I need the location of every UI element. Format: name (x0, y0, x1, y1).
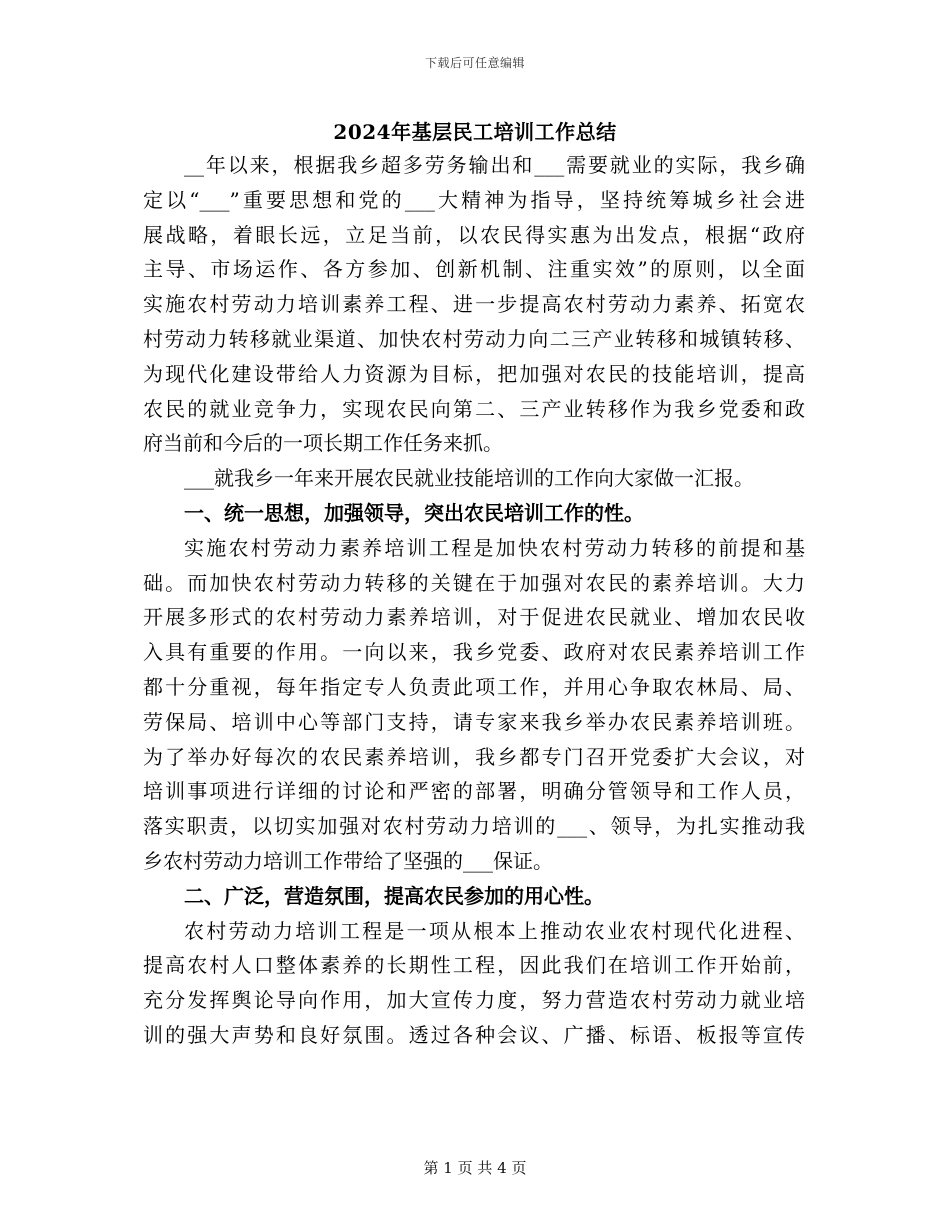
paragraph-3 (143, 531, 805, 879)
text-line: ___就我乡一年来开展农民就业技能培训的工作向大家做一汇报。 (184, 466, 754, 491)
download-note: 下载后可任意编辑 (424, 56, 525, 70)
text-line: 为现代化建设带给人力资源为目标，把加强对农民的技能培训，提高 (143, 361, 805, 386)
text-line: 农民的就业竞争力，实现农民向第二、三产业转移作为我乡党委和政 (143, 396, 805, 421)
text-line: 落实职责，以切实加强对农村劳动力培训的___、领导，为扎实推动我 (143, 814, 805, 839)
text-line: 农村劳动力培训工程是一项从根本上推动农业农村现代化进程、 (184, 918, 805, 943)
page-title: 2024年基层民工培训工作总结 (333, 120, 617, 144)
text-line: 劳保局、培训中心等部门支持，请专家来我乡举办农民素养培训班。 (143, 709, 805, 734)
section-heading-1: 一、统一思想，加强领导，突出农民培训工作的性。 (184, 500, 644, 525)
text-line: 都十分重视，每年指定专人负责此项工作，并用心争取农林局、局、 (143, 674, 805, 699)
text-line: 充分发挥舆论导向作用，加大宣传力度，努力营造农村劳动力就业培 (143, 988, 805, 1013)
text-line: 提高农村人口整体素养的长期性工程，因此我们在培训工作开始前， (143, 953, 805, 978)
text-line: 为了举办好每次的农民素养培训，我乡都专门召开党委扩大会议，对 (143, 744, 805, 769)
text-line: 培训事项进行详细的讨论和严密的部署，明确分管领导和工作人员， (143, 779, 805, 804)
text-line: 实施农村劳动力培训素养工程、进一步提高农村劳动力素养、拓宽农 (143, 292, 805, 317)
text-line: 定以“___”重要思想和党的___大精神为指导，坚持统筹城乡社会进 (143, 187, 805, 212)
paragraph-2 (143, 461, 805, 496)
text-line: 础。而加快农村劳动力转移的关键在于加强对农民的素养培训。大力 (143, 570, 805, 595)
paragraph-4 (143, 914, 805, 1053)
text-line: __年以来，根据我乡超多劳务输出和___需要就业的实际，我乡确 (184, 153, 805, 177)
text-line: 实施农村劳动力素养培训工程是加快农村劳动力转移的前提和基 (184, 535, 805, 560)
text-line: 乡农村劳动力培训工作带给了坚强的___保证。 (143, 848, 553, 873)
text-line: 村劳动力转移就业渠道、加快农村劳动力向二三产业转移和城镇转移、 (143, 326, 805, 351)
text-line: 训的强大声势和良好氛围。透过各种会议、广播、标语、板报等宣传 (143, 1022, 805, 1047)
text-line: 开展多形式的农村劳动力素养培训，对于促进农民就业、增加农民收 (143, 605, 805, 630)
text-line: 主导、市场运作、各方参加、创新机制、注重实效”的原则，以全面 (143, 257, 805, 282)
text-line: 府当前和今后的一项长期工作任务来抓。 (143, 431, 503, 456)
paragraph-1 (143, 148, 805, 461)
text-line: 入具有重要的作用。一向以来，我乡党委、政府对农民素养培训工作 (143, 640, 805, 665)
document-body (143, 148, 805, 1053)
section-heading-2: 二、广泛，营造氛围，提高农民参加的用心性。 (184, 883, 604, 908)
page-number: 第 1 页 共 4 页 (423, 1159, 527, 1177)
text-line: 展战略，着眼长远，立足当前，以农民得实惠为出发点，根据“政府 (143, 222, 805, 247)
